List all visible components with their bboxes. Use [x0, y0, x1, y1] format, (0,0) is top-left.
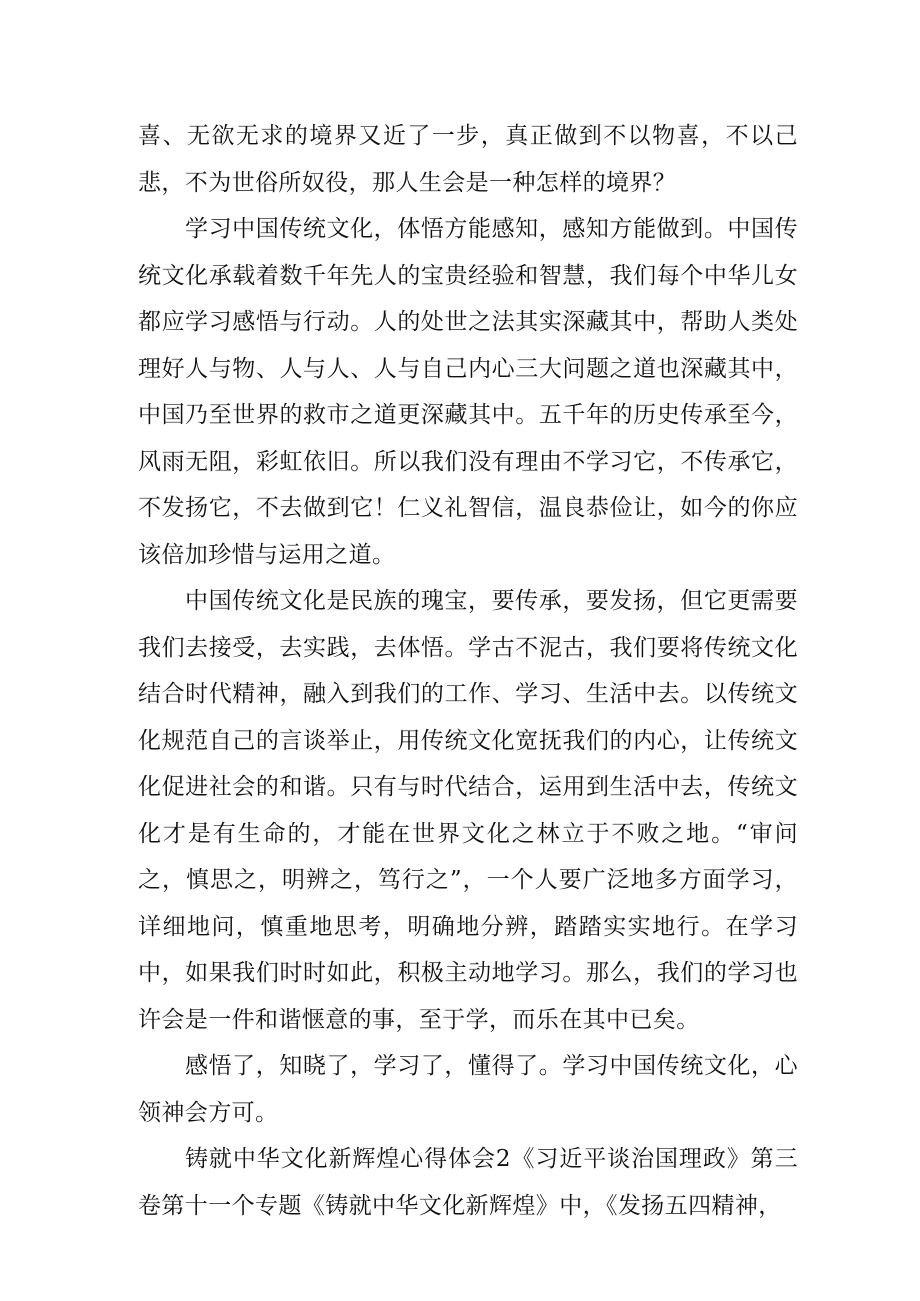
paragraph-2: 学习中国传统文化，体悟方能感知，感知方能做到。中国传统文化承载着数千年先人的宝贵经验和智慧，我们每个中华儿女都应学习感悟与行动。人的处世之法其实深藏其中，帮助人类处理好人与物、人与人、人与自己内心三大问题之道也深藏其中，中国乃至世界的救市之道更深藏其中。五千年的历史传承至今，风雨无阻，彩虹依旧。所以我们没有理由不学习它，不传承它，不发扬它，不去做到它！仁义礼智信，温良恭俭让，如今的你应该倍加珍惜与运用之道。	[138, 216, 798, 568]
paragraph-4: 感悟了，知晓了，学习了，懂得了。学习中国传统文化，心领神会方可。	[138, 1053, 798, 1126]
paragraph-1: 喜、无欲无求的境界又近了一步，真正做到不以物喜，不以己悲，不为世俗所奴役，那人生会是一种怎样的境界？	[138, 123, 798, 196]
paragraph-5: 铸就中华文化新辉煌心得体会2《习近平谈治国理政》第三卷第十一个专题《铸就中华文化新辉煌》中，《发扬五四精神，	[138, 1146, 798, 1219]
paragraph-3: 中国传统文化是民族的瑰宝，要传承，要发扬，但它更需要我们去接受，去实践，去体悟。学古不泥古，我们要将传统文化结合时代精神，融入到我们的工作、学习、生活中去。以传统文化规范自己的言谈举止，用传统文化宽抚我们的内心，让传统文化促进社会的和谐。只有与时代结合，运用到生活中去，传统文化才是有生命的，才能在世界文化之林立于不败之地。“审问之，慎思之，明辨之，笃行之”，一个人要广泛地多方面学习，详细地问，慎重地思考，明确地分辨，踏踏实实地行。在学习中，如果我们时时如此，积极主动地学习。那么，我们的学习也许会是一件和谐惬意的事，至于学，而乐在其中已矣。	[138, 588, 798, 1033]
document-body	[138, 113, 798, 1229]
